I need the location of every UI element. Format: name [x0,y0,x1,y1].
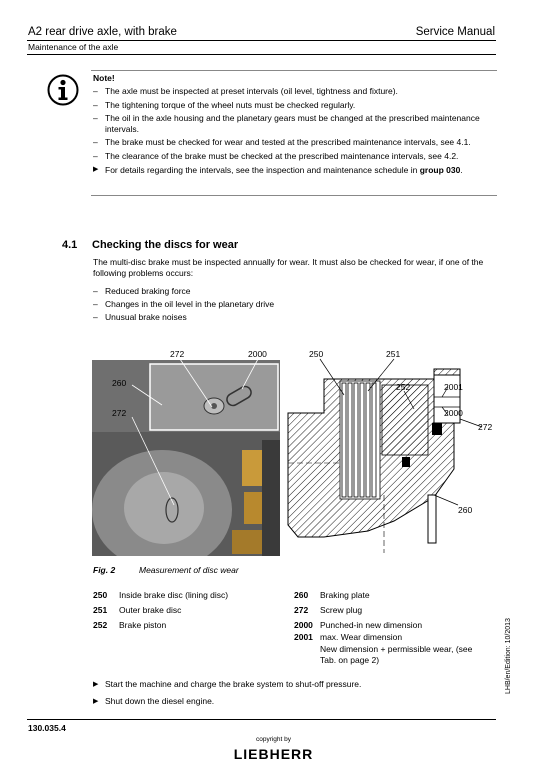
note-title: Note! [93,73,115,83]
problem-item: – Changes in the oil level in the planetary drive [93,298,275,309]
header-rule [27,40,496,41]
edition-text [502,604,512,694]
photo-callout-260: 260 [112,378,127,388]
chapter-title: Maintenance of the axle [28,42,119,52]
problem-item: – Unusual brake noises [93,311,187,322]
manual-type: Service Manual [415,26,495,38]
drawing-callout-252: 252 [396,382,411,392]
section-number: 4.1 [62,239,78,251]
note-item: – The axle must be inspected at preset intervals (oil level, tightness and fixture). [93,86,398,96]
problem-list [93,285,274,323]
figure-number: Fig. 2 [93,565,116,575]
drawing-callout-250: 250 [309,349,324,359]
brake-section-drawing [284,345,498,557]
footer-rule [27,719,496,720]
photo-callout-272: 272 [170,349,185,359]
section-title: Checking the discs for wear [92,239,239,251]
drawing-callout-260: 260 [458,505,473,515]
note-list [93,86,497,178]
photo-leader-lines [92,345,282,557]
problem-item: – Reduced braking force [93,286,191,296]
note-item: – The tightening torque of the wheel nuts must be checked regularly. [93,99,356,110]
page-number: 130.035.4 [28,723,66,733]
note-item: – The clearance of the brake must be checked at the prescribed maintenance intervals, see 4.2. [93,150,459,161]
svg-text:LHB/en/Edition: 10/2013: LHB/en/Edition: 10/2013 [505,618,512,694]
photo-callout-2000: 2000 [248,349,267,359]
info-icon [47,74,79,106]
note-item: – The oil in the axle housing and the planetary gears must be changed at the prescribed maintenance intervals. [93,113,480,134]
drawing-callout-2001: 2001 [444,382,463,392]
drawing-callout-272: 272 [478,422,493,432]
group-reference[interactable]: group 030 [419,164,461,175]
copyright-text: copyright by [255,736,292,743]
drawing-callout-2000: 2000 [444,408,463,418]
note-item: – The brake must be checked for wear and tested at the prescribed maintenance intervals, see 4.1. [93,137,471,148]
note-item-reference: ▶ For details regarding the intervals, see the inspection and maintenance schedule in group 030. [93,164,463,175]
figure-caption: Measurement of disc wear [139,565,239,575]
liebherr-logo: LIEBHERR [233,746,314,762]
photo-callout-272-lower: 272 [112,408,127,418]
header-rule-lower [27,54,496,55]
section-intro: The multi-disc brake must be inspected annually for wear. It must also be checked for wear, if one of the following problems occurs: [93,257,484,278]
document-title: A2 rear drive axle, with brake [28,26,177,38]
drawing-callout-251: 251 [386,349,401,359]
